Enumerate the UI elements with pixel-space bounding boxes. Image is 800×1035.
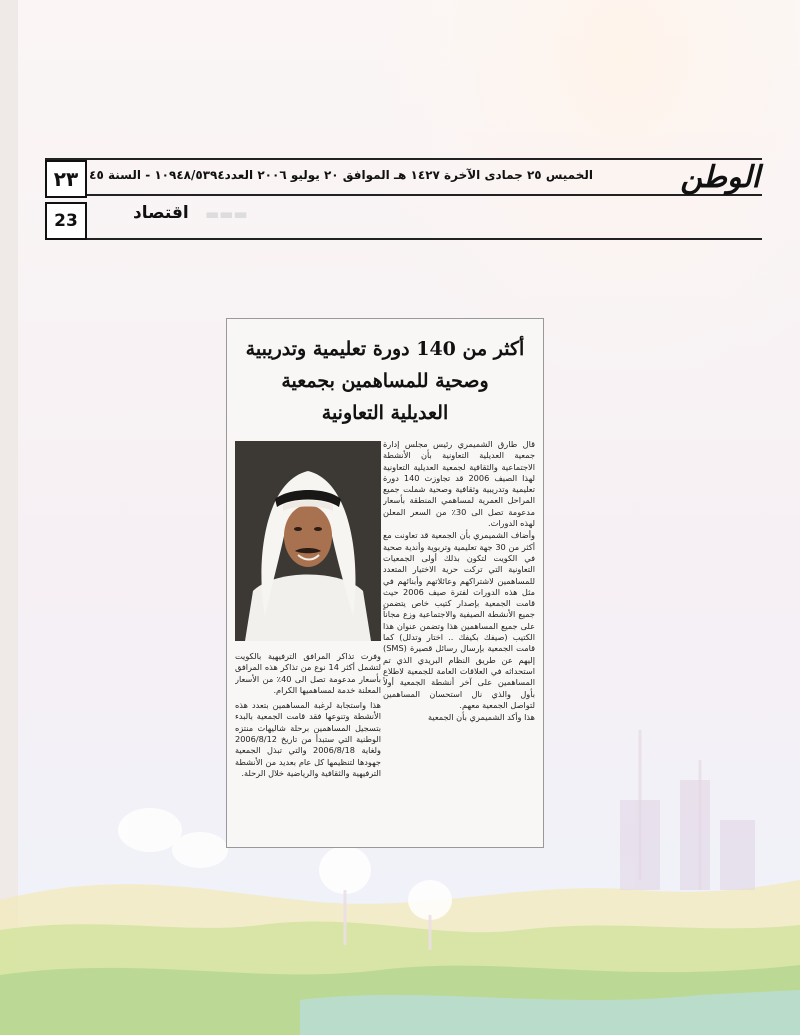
header-top-rule (45, 158, 762, 160)
article-column-right (383, 439, 535, 837)
article-column-left (235, 651, 381, 841)
newspaper-logo: الوطن (680, 160, 760, 195)
headline-line: وصحية للمساهمين بجمعية (281, 370, 489, 392)
portrait-photo (235, 441, 381, 641)
article-paragraph: قال طارق الشميمري رئيس مجلس إدارة جمعية العديلية التعاونية بأن الأنشطة الاجتماعية والثقافية لجمعية العديلية التعاونية لهذا الصيف 2006 قد تجاوزت 140 دورة تعليمية وتدريبية وثقافية وصحية شملت جميع المراحل العمرية لمساهمي المنطقة بأسعار مدعومة تصل الى 30٪ من السعر المعلن لهذه الدورات. (383, 439, 535, 529)
article-headline (233, 333, 537, 429)
issue-dateline: الخميس ٢٥ جمادى الآخرة ١٤٢٧ هـ الموافق ٢٠ يوليو ٢٠٠٦ العدد١٠٩٤٨/٥٣٩٤ - السنة ٤٥ (89, 168, 593, 182)
section-title: اقتصاد (133, 203, 189, 223)
newspaper-header (45, 158, 762, 242)
article-clipping (226, 318, 544, 848)
article-paragraph: وأضاف الشميمري بأن الجمعية قد تعاونت مع أكثر من 30 جهة تعليمية وتربوية وأندية صحية في الكويت لتكون بذلك أولى الجمعيات التعاونية التي تركت حرية الاختيار المتعدد للمساهمين لاشتراكهم وعائلاتهم وأبنائهم في مثل هذه الدورات لفترة صيف 2006 حيث قامت الجمعية بإصدار كتيب خاص يتضمن جميع الأنشطة الصيفية والاجتماعية وزع مجاناً على جميع المساهمين هذا وتضمن عنوان هذا الكتيب (صيفك بكيفك .. اختار وتدلل) كما قامت الجمعية بإرسال رسائل قصيرة (SMS) إليهم عن طريق النظام البريدي الذي تم استحداثه في العلاقات العامة للجمعية لاطلاع المساهمين على آخر أنشطة الجمعية أولاً بأول والذي نال استحسان المساهمين لتواصل الجمعية معهم. (383, 530, 535, 710)
portrait-illustration (235, 441, 381, 641)
headline-line: أكثر من 140 دورة تعليمية وتدريبية (245, 338, 525, 360)
section-ghost-text: ▬▬▬ (205, 205, 248, 223)
article-paragraph: وفرت تذاكر المرافق الترفيهية بالكويت لتشمل أكثر 14 نوع من تذاكر هذه المرافق بأسعار مدعومة تصل الى 40٪ من الأسعار المعلنة خدمة لمساهميها الكرام. (235, 651, 381, 695)
page-number-latin: 23 (45, 202, 87, 240)
headline-line: العديلية التعاونية (321, 402, 449, 424)
article-paragraph: هذا واستجابة لرغبة المساهمين بتعدد هذه الأنشطة وتنوعها فقد قامت الجمعية بالبدء بتسجيل المساهمين برحلة شاليهات منتزه الوطنية التي ستبدأ من تاريخ 2006/8/12 ولغاية 2006/8/18 والتي تبذل الجمعية جهودها لتنظيمها كل عام بعديد من الأنشطة الترفيهية والثقافية والرياضية خلال الرحلة. (235, 700, 381, 778)
page-number-arabic: ٢٣ (45, 160, 87, 198)
header-middle-rule (45, 194, 762, 196)
header-bottom-rule (45, 238, 762, 240)
article-paragraph: هذا وأكد الشميمري بأن الجمعية (427, 712, 535, 723)
